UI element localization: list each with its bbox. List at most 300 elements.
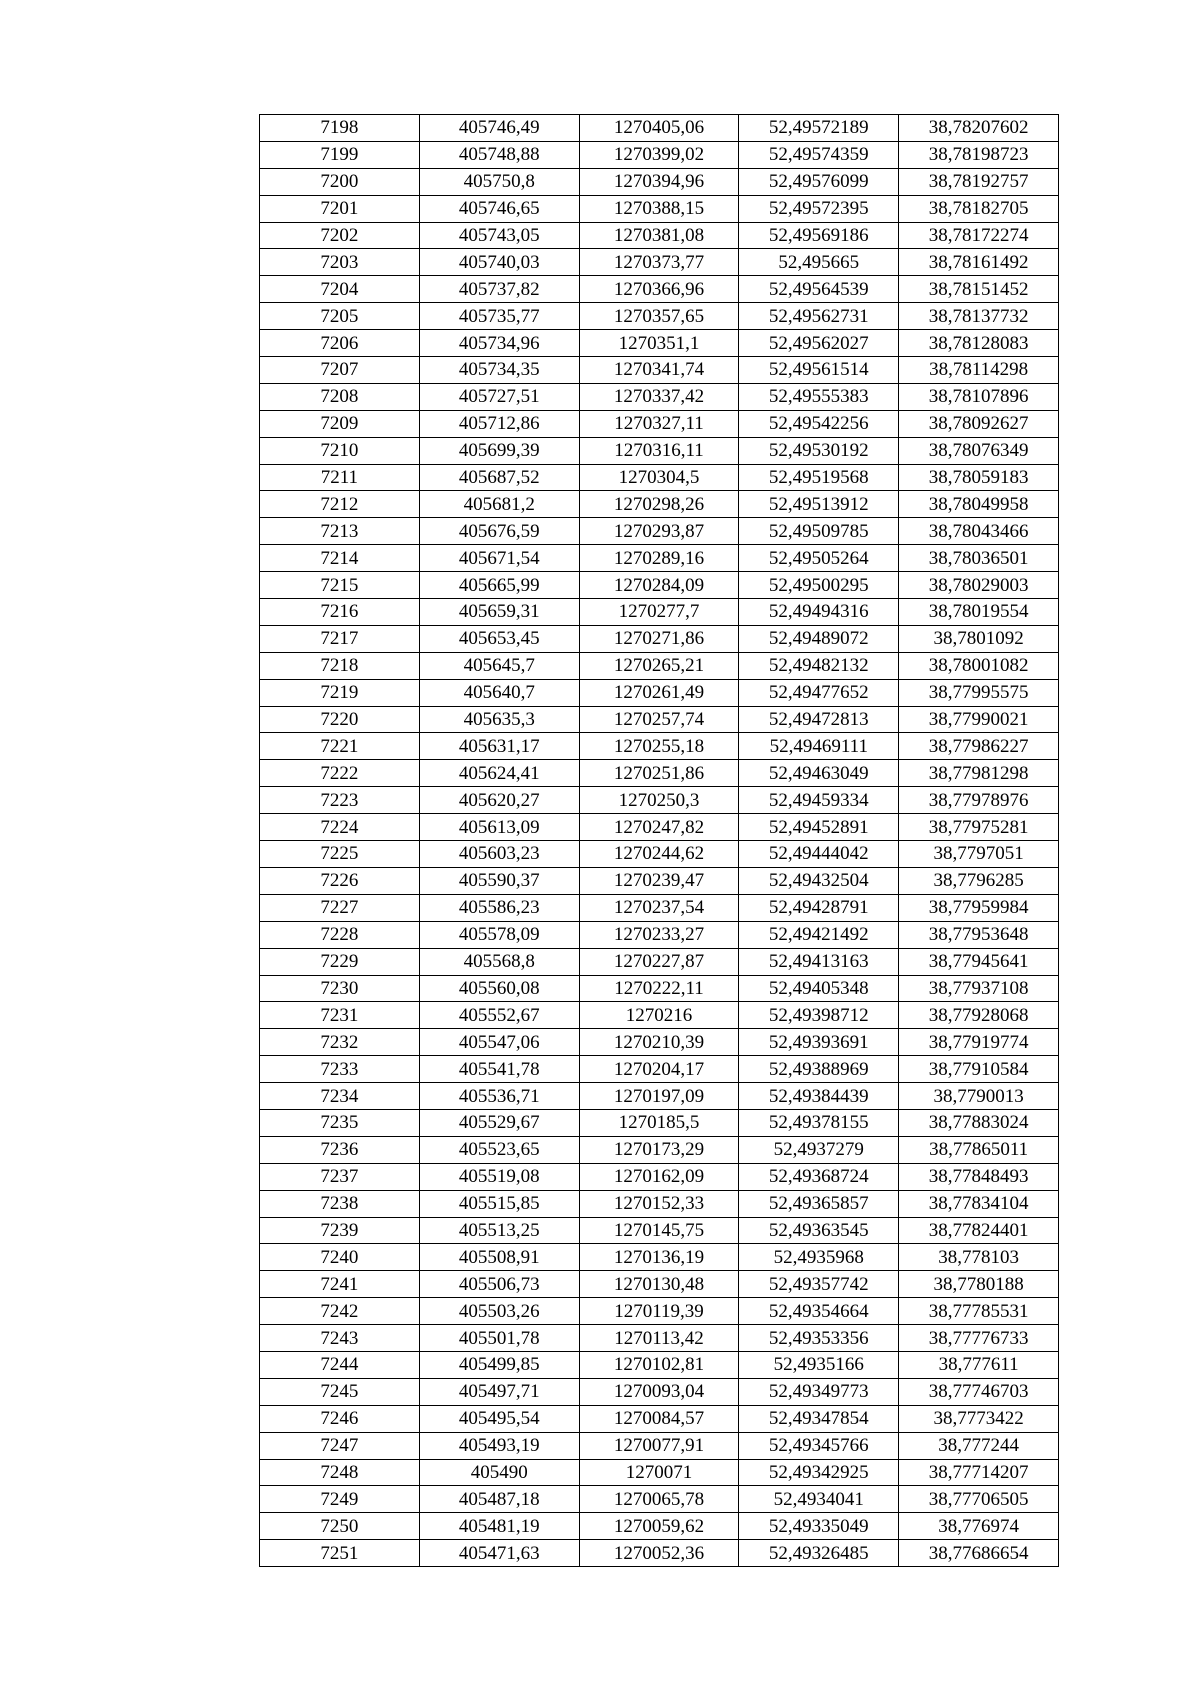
x-coordinate-cell: 405746,65 xyxy=(419,195,579,222)
point-number-cell: 7249 xyxy=(260,1486,420,1513)
point-number-cell: 7206 xyxy=(260,330,420,357)
latitude-cell: 52,49489072 xyxy=(739,625,899,652)
point-number-cell: 7207 xyxy=(260,357,420,384)
x-coordinate-cell: 405513,25 xyxy=(419,1217,579,1244)
latitude-cell: 52,49469111 xyxy=(739,733,899,760)
table-row xyxy=(260,1056,1059,1083)
y-coordinate-cell: 1270084,57 xyxy=(579,1405,739,1432)
point-number-cell: 7239 xyxy=(260,1217,420,1244)
latitude-cell: 52,49388969 xyxy=(739,1056,899,1083)
latitude-cell: 52,49444042 xyxy=(739,841,899,868)
latitude-cell: 52,49413163 xyxy=(739,948,899,975)
x-coordinate-cell: 405624,41 xyxy=(419,760,579,787)
point-number-cell: 7242 xyxy=(260,1298,420,1325)
y-coordinate-cell: 1270093,04 xyxy=(579,1378,739,1405)
latitude-cell: 52,49428791 xyxy=(739,894,899,921)
table-row xyxy=(260,1298,1059,1325)
x-coordinate-cell: 405503,26 xyxy=(419,1298,579,1325)
longitude-cell: 38,78207602 xyxy=(899,115,1059,142)
y-coordinate-cell: 1270255,18 xyxy=(579,733,739,760)
longitude-cell: 38,78172274 xyxy=(899,222,1059,249)
point-number-cell: 7224 xyxy=(260,814,420,841)
y-coordinate-cell: 1270357,65 xyxy=(579,303,739,330)
y-coordinate-cell: 1270113,42 xyxy=(579,1325,739,1352)
x-coordinate-cell: 405620,27 xyxy=(419,787,579,814)
x-coordinate-cell: 405748,88 xyxy=(419,141,579,168)
x-coordinate-cell: 405727,51 xyxy=(419,383,579,410)
table-row xyxy=(260,222,1059,249)
longitude-cell: 38,7773422 xyxy=(899,1405,1059,1432)
table-row xyxy=(260,679,1059,706)
point-number-cell: 7228 xyxy=(260,921,420,948)
longitude-cell: 38,77714207 xyxy=(899,1459,1059,1486)
y-coordinate-cell: 1270337,42 xyxy=(579,383,739,410)
latitude-cell: 52,4934041 xyxy=(739,1486,899,1513)
latitude-cell: 52,49564539 xyxy=(739,276,899,303)
point-number-cell: 7208 xyxy=(260,383,420,410)
longitude-cell: 38,77945641 xyxy=(899,948,1059,975)
longitude-cell: 38,77848493 xyxy=(899,1163,1059,1190)
table-row xyxy=(260,141,1059,168)
point-number-cell: 7217 xyxy=(260,625,420,652)
y-coordinate-cell: 1270293,87 xyxy=(579,518,739,545)
y-coordinate-cell: 1270162,09 xyxy=(579,1163,739,1190)
latitude-cell: 52,49365857 xyxy=(739,1190,899,1217)
longitude-cell: 38,78137732 xyxy=(899,303,1059,330)
table-row xyxy=(260,518,1059,545)
point-number-cell: 7232 xyxy=(260,1029,420,1056)
longitude-cell: 38,77919774 xyxy=(899,1029,1059,1056)
x-coordinate-cell: 405750,8 xyxy=(419,168,579,195)
y-coordinate-cell: 1270204,17 xyxy=(579,1056,739,1083)
table-row xyxy=(260,437,1059,464)
point-number-cell: 7248 xyxy=(260,1459,420,1486)
point-number-cell: 7244 xyxy=(260,1351,420,1378)
table-row xyxy=(260,1405,1059,1432)
longitude-cell: 38,78029003 xyxy=(899,572,1059,599)
table-row xyxy=(260,276,1059,303)
y-coordinate-cell: 1270077,91 xyxy=(579,1432,739,1459)
y-coordinate-cell: 1270366,96 xyxy=(579,276,739,303)
x-coordinate-cell: 405687,52 xyxy=(419,464,579,491)
latitude-cell: 52,49572395 xyxy=(739,195,899,222)
longitude-cell: 38,7801092 xyxy=(899,625,1059,652)
longitude-cell: 38,7780188 xyxy=(899,1271,1059,1298)
x-coordinate-cell: 405497,71 xyxy=(419,1378,579,1405)
latitude-cell: 52,49569186 xyxy=(739,222,899,249)
longitude-cell: 38,77937108 xyxy=(899,975,1059,1002)
table-row xyxy=(260,1271,1059,1298)
table-row xyxy=(260,760,1059,787)
x-coordinate-cell: 405635,3 xyxy=(419,706,579,733)
latitude-cell: 52,49505264 xyxy=(739,545,899,572)
longitude-cell: 38,77928068 xyxy=(899,1002,1059,1029)
latitude-cell: 52,49347854 xyxy=(739,1405,899,1432)
longitude-cell: 38,78076349 xyxy=(899,437,1059,464)
longitude-cell: 38,776974 xyxy=(899,1513,1059,1540)
x-coordinate-cell: 405501,78 xyxy=(419,1325,579,1352)
x-coordinate-cell: 405499,85 xyxy=(419,1351,579,1378)
x-coordinate-cell: 405552,67 xyxy=(419,1002,579,1029)
y-coordinate-cell: 1270316,11 xyxy=(579,437,739,464)
y-coordinate-cell: 1270222,11 xyxy=(579,975,739,1002)
table-row xyxy=(260,787,1059,814)
point-number-cell: 7203 xyxy=(260,249,420,276)
table-row xyxy=(260,1109,1059,1136)
point-number-cell: 7201 xyxy=(260,195,420,222)
latitude-cell: 52,49384439 xyxy=(739,1083,899,1110)
longitude-cell: 38,78161492 xyxy=(899,249,1059,276)
table-row xyxy=(260,841,1059,868)
x-coordinate-cell: 405471,63 xyxy=(419,1540,579,1567)
latitude-cell: 52,49421492 xyxy=(739,921,899,948)
point-number-cell: 7218 xyxy=(260,652,420,679)
point-number-cell: 7202 xyxy=(260,222,420,249)
x-coordinate-cell: 405536,71 xyxy=(419,1083,579,1110)
latitude-cell: 52,49393691 xyxy=(739,1029,899,1056)
longitude-cell: 38,77959984 xyxy=(899,894,1059,921)
x-coordinate-cell: 405743,05 xyxy=(419,222,579,249)
longitude-cell: 38,77865011 xyxy=(899,1136,1059,1163)
y-coordinate-cell: 1270052,36 xyxy=(579,1540,739,1567)
x-coordinate-cell: 405740,03 xyxy=(419,249,579,276)
y-coordinate-cell: 1270185,5 xyxy=(579,1109,739,1136)
x-coordinate-cell: 405490 xyxy=(419,1459,579,1486)
longitude-cell: 38,78151452 xyxy=(899,276,1059,303)
table-row xyxy=(260,1083,1059,1110)
point-number-cell: 7222 xyxy=(260,760,420,787)
point-number-cell: 7247 xyxy=(260,1432,420,1459)
table-row xyxy=(260,464,1059,491)
point-number-cell: 7234 xyxy=(260,1083,420,1110)
y-coordinate-cell: 1270304,5 xyxy=(579,464,739,491)
longitude-cell: 38,77824401 xyxy=(899,1217,1059,1244)
x-coordinate-cell: 405519,08 xyxy=(419,1163,579,1190)
point-number-cell: 7221 xyxy=(260,733,420,760)
point-number-cell: 7212 xyxy=(260,491,420,518)
x-coordinate-cell: 405515,85 xyxy=(419,1190,579,1217)
table-row xyxy=(260,1540,1059,1567)
point-number-cell: 7215 xyxy=(260,572,420,599)
latitude-cell: 52,49363545 xyxy=(739,1217,899,1244)
longitude-cell: 38,78198723 xyxy=(899,141,1059,168)
y-coordinate-cell: 1270298,26 xyxy=(579,491,739,518)
longitude-cell: 38,77834104 xyxy=(899,1190,1059,1217)
longitude-cell: 38,78059183 xyxy=(899,464,1059,491)
latitude-cell: 52,49530192 xyxy=(739,437,899,464)
x-coordinate-cell: 405481,19 xyxy=(419,1513,579,1540)
coordinates-table-body xyxy=(260,115,1059,1567)
point-number-cell: 7243 xyxy=(260,1325,420,1352)
point-number-cell: 7240 xyxy=(260,1244,420,1271)
table-row xyxy=(260,921,1059,948)
y-coordinate-cell: 1270071 xyxy=(579,1459,739,1486)
point-number-cell: 7210 xyxy=(260,437,420,464)
x-coordinate-cell: 405495,54 xyxy=(419,1405,579,1432)
longitude-cell: 38,778103 xyxy=(899,1244,1059,1271)
x-coordinate-cell: 405547,06 xyxy=(419,1029,579,1056)
y-coordinate-cell: 1270351,1 xyxy=(579,330,739,357)
point-number-cell: 7200 xyxy=(260,168,420,195)
x-coordinate-cell: 405613,09 xyxy=(419,814,579,841)
latitude-cell: 52,49326485 xyxy=(739,1540,899,1567)
point-number-cell: 7211 xyxy=(260,464,420,491)
longitude-cell: 38,78036501 xyxy=(899,545,1059,572)
x-coordinate-cell: 405523,65 xyxy=(419,1136,579,1163)
y-coordinate-cell: 1270152,33 xyxy=(579,1190,739,1217)
table-row xyxy=(260,1002,1059,1029)
table-row xyxy=(260,249,1059,276)
latitude-cell: 52,49519568 xyxy=(739,464,899,491)
longitude-cell: 38,78182705 xyxy=(899,195,1059,222)
x-coordinate-cell: 405560,08 xyxy=(419,975,579,1002)
table-row xyxy=(260,1163,1059,1190)
latitude-cell: 52,49368724 xyxy=(739,1163,899,1190)
x-coordinate-cell: 405746,49 xyxy=(419,115,579,142)
x-coordinate-cell: 405737,82 xyxy=(419,276,579,303)
y-coordinate-cell: 1270065,78 xyxy=(579,1486,739,1513)
longitude-cell: 38,77981298 xyxy=(899,760,1059,787)
point-number-cell: 7235 xyxy=(260,1109,420,1136)
y-coordinate-cell: 1270284,09 xyxy=(579,572,739,599)
y-coordinate-cell: 1270247,82 xyxy=(579,814,739,841)
point-number-cell: 7246 xyxy=(260,1405,420,1432)
latitude-cell: 52,49555383 xyxy=(739,383,899,410)
x-coordinate-cell: 405735,77 xyxy=(419,303,579,330)
x-coordinate-cell: 405508,91 xyxy=(419,1244,579,1271)
y-coordinate-cell: 1270227,87 xyxy=(579,948,739,975)
point-number-cell: 7245 xyxy=(260,1378,420,1405)
y-coordinate-cell: 1270250,3 xyxy=(579,787,739,814)
longitude-cell: 38,77883024 xyxy=(899,1109,1059,1136)
point-number-cell: 7214 xyxy=(260,545,420,572)
longitude-cell: 38,78001082 xyxy=(899,652,1059,679)
x-coordinate-cell: 405590,37 xyxy=(419,867,579,894)
y-coordinate-cell: 1270271,86 xyxy=(579,625,739,652)
x-coordinate-cell: 405734,35 xyxy=(419,357,579,384)
latitude-cell: 52,49477652 xyxy=(739,679,899,706)
point-number-cell: 7205 xyxy=(260,303,420,330)
y-coordinate-cell: 1270251,86 xyxy=(579,760,739,787)
latitude-cell: 52,49335049 xyxy=(739,1513,899,1540)
longitude-cell: 38,77776733 xyxy=(899,1325,1059,1352)
longitude-cell: 38,77746703 xyxy=(899,1378,1059,1405)
longitude-cell: 38,7797051 xyxy=(899,841,1059,868)
y-coordinate-cell: 1270145,75 xyxy=(579,1217,739,1244)
table-row xyxy=(260,1325,1059,1352)
y-coordinate-cell: 1270197,09 xyxy=(579,1083,739,1110)
longitude-cell: 38,77986227 xyxy=(899,733,1059,760)
latitude-cell: 52,49482132 xyxy=(739,652,899,679)
x-coordinate-cell: 405529,67 xyxy=(419,1109,579,1136)
table-row xyxy=(260,572,1059,599)
point-number-cell: 7209 xyxy=(260,410,420,437)
point-number-cell: 7250 xyxy=(260,1513,420,1540)
table-row xyxy=(260,894,1059,921)
latitude-cell: 52,49345766 xyxy=(739,1432,899,1459)
y-coordinate-cell: 1270277,7 xyxy=(579,599,739,626)
latitude-cell: 52,495665 xyxy=(739,249,899,276)
point-number-cell: 7223 xyxy=(260,787,420,814)
y-coordinate-cell: 1270327,11 xyxy=(579,410,739,437)
latitude-cell: 52,49572189 xyxy=(739,115,899,142)
table-row xyxy=(260,1513,1059,1540)
table-row xyxy=(260,1190,1059,1217)
longitude-cell: 38,77978976 xyxy=(899,787,1059,814)
table-row xyxy=(260,867,1059,894)
y-coordinate-cell: 1270261,49 xyxy=(579,679,739,706)
y-coordinate-cell: 1270381,08 xyxy=(579,222,739,249)
y-coordinate-cell: 1270119,39 xyxy=(579,1298,739,1325)
table-row xyxy=(260,491,1059,518)
point-number-cell: 7216 xyxy=(260,599,420,626)
y-coordinate-cell: 1270216 xyxy=(579,1002,739,1029)
point-number-cell: 7226 xyxy=(260,867,420,894)
point-number-cell: 7236 xyxy=(260,1136,420,1163)
table-row xyxy=(260,545,1059,572)
latitude-cell: 52,49398712 xyxy=(739,1002,899,1029)
point-number-cell: 7198 xyxy=(260,115,420,142)
x-coordinate-cell: 405506,73 xyxy=(419,1271,579,1298)
table-row xyxy=(260,168,1059,195)
longitude-cell: 38,77990021 xyxy=(899,706,1059,733)
point-number-cell: 7213 xyxy=(260,518,420,545)
point-number-cell: 7238 xyxy=(260,1190,420,1217)
y-coordinate-cell: 1270373,77 xyxy=(579,249,739,276)
latitude-cell: 52,49452891 xyxy=(739,814,899,841)
longitude-cell: 38,78114298 xyxy=(899,357,1059,384)
x-coordinate-cell: 405631,17 xyxy=(419,733,579,760)
x-coordinate-cell: 405586,23 xyxy=(419,894,579,921)
latitude-cell: 52,49562027 xyxy=(739,330,899,357)
longitude-cell: 38,77706505 xyxy=(899,1486,1059,1513)
longitude-cell: 38,78128083 xyxy=(899,330,1059,357)
latitude-cell: 52,49432504 xyxy=(739,867,899,894)
point-number-cell: 7225 xyxy=(260,841,420,868)
x-coordinate-cell: 405699,39 xyxy=(419,437,579,464)
y-coordinate-cell: 1270059,62 xyxy=(579,1513,739,1540)
latitude-cell: 52,49354664 xyxy=(739,1298,899,1325)
point-number-cell: 7229 xyxy=(260,948,420,975)
latitude-cell: 52,49342925 xyxy=(739,1459,899,1486)
latitude-cell: 52,4937279 xyxy=(739,1136,899,1163)
longitude-cell: 38,77686654 xyxy=(899,1540,1059,1567)
x-coordinate-cell: 405712,86 xyxy=(419,410,579,437)
x-coordinate-cell: 405578,09 xyxy=(419,921,579,948)
x-coordinate-cell: 405676,59 xyxy=(419,518,579,545)
longitude-cell: 38,77785531 xyxy=(899,1298,1059,1325)
table-row xyxy=(260,1217,1059,1244)
point-number-cell: 7219 xyxy=(260,679,420,706)
table-row xyxy=(260,1378,1059,1405)
point-number-cell: 7241 xyxy=(260,1271,420,1298)
point-number-cell: 7227 xyxy=(260,894,420,921)
y-coordinate-cell: 1270388,15 xyxy=(579,195,739,222)
latitude-cell: 52,49472813 xyxy=(739,706,899,733)
table-row xyxy=(260,357,1059,384)
y-coordinate-cell: 1270102,81 xyxy=(579,1351,739,1378)
x-coordinate-cell: 405640,7 xyxy=(419,679,579,706)
point-number-cell: 7220 xyxy=(260,706,420,733)
point-number-cell: 7251 xyxy=(260,1540,420,1567)
y-coordinate-cell: 1270244,62 xyxy=(579,841,739,868)
longitude-cell: 38,78192757 xyxy=(899,168,1059,195)
longitude-cell: 38,77953648 xyxy=(899,921,1059,948)
x-coordinate-cell: 405653,45 xyxy=(419,625,579,652)
point-number-cell: 7204 xyxy=(260,276,420,303)
x-coordinate-cell: 405665,99 xyxy=(419,572,579,599)
table-row xyxy=(260,115,1059,142)
point-number-cell: 7233 xyxy=(260,1056,420,1083)
latitude-cell: 52,49561514 xyxy=(739,357,899,384)
latitude-cell: 52,49513912 xyxy=(739,491,899,518)
y-coordinate-cell: 1270341,74 xyxy=(579,357,739,384)
longitude-cell: 38,78092627 xyxy=(899,410,1059,437)
latitude-cell: 52,49500295 xyxy=(739,572,899,599)
table-row xyxy=(260,652,1059,679)
coordinates-table xyxy=(259,114,1059,1567)
point-number-cell: 7199 xyxy=(260,141,420,168)
table-row xyxy=(260,330,1059,357)
y-coordinate-cell: 1270399,02 xyxy=(579,141,739,168)
longitude-cell: 38,777611 xyxy=(899,1351,1059,1378)
longitude-cell: 38,7790013 xyxy=(899,1083,1059,1110)
point-number-cell: 7237 xyxy=(260,1163,420,1190)
table-row xyxy=(260,1136,1059,1163)
latitude-cell: 52,49459334 xyxy=(739,787,899,814)
latitude-cell: 52,49349773 xyxy=(739,1378,899,1405)
point-number-cell: 7230 xyxy=(260,975,420,1002)
table-row xyxy=(260,1432,1059,1459)
table-row xyxy=(260,1029,1059,1056)
x-coordinate-cell: 405734,96 xyxy=(419,330,579,357)
latitude-cell: 52,49405348 xyxy=(739,975,899,1002)
latitude-cell: 52,49494316 xyxy=(739,599,899,626)
latitude-cell: 52,49353356 xyxy=(739,1325,899,1352)
longitude-cell: 38,78049958 xyxy=(899,491,1059,518)
y-coordinate-cell: 1270173,29 xyxy=(579,1136,739,1163)
y-coordinate-cell: 1270289,16 xyxy=(579,545,739,572)
latitude-cell: 52,49542256 xyxy=(739,410,899,437)
latitude-cell: 52,49576099 xyxy=(739,168,899,195)
x-coordinate-cell: 405541,78 xyxy=(419,1056,579,1083)
x-coordinate-cell: 405487,18 xyxy=(419,1486,579,1513)
y-coordinate-cell: 1270405,06 xyxy=(579,115,739,142)
x-coordinate-cell: 405671,54 xyxy=(419,545,579,572)
latitude-cell: 52,4935166 xyxy=(739,1351,899,1378)
table-row xyxy=(260,410,1059,437)
table-row xyxy=(260,733,1059,760)
y-coordinate-cell: 1270237,54 xyxy=(579,894,739,921)
x-coordinate-cell: 405493,19 xyxy=(419,1432,579,1459)
y-coordinate-cell: 1270239,47 xyxy=(579,867,739,894)
table-row xyxy=(260,383,1059,410)
x-coordinate-cell: 405681,2 xyxy=(419,491,579,518)
table-row xyxy=(260,1459,1059,1486)
table-row xyxy=(260,814,1059,841)
y-coordinate-cell: 1270265,21 xyxy=(579,652,739,679)
longitude-cell: 38,777244 xyxy=(899,1432,1059,1459)
longitude-cell: 38,77910584 xyxy=(899,1056,1059,1083)
longitude-cell: 38,77995575 xyxy=(899,679,1059,706)
table-row xyxy=(260,1244,1059,1271)
longitude-cell: 38,78019554 xyxy=(899,599,1059,626)
longitude-cell: 38,77975281 xyxy=(899,814,1059,841)
y-coordinate-cell: 1270210,39 xyxy=(579,1029,739,1056)
latitude-cell: 52,49378155 xyxy=(739,1109,899,1136)
latitude-cell: 52,49509785 xyxy=(739,518,899,545)
table-row xyxy=(260,303,1059,330)
